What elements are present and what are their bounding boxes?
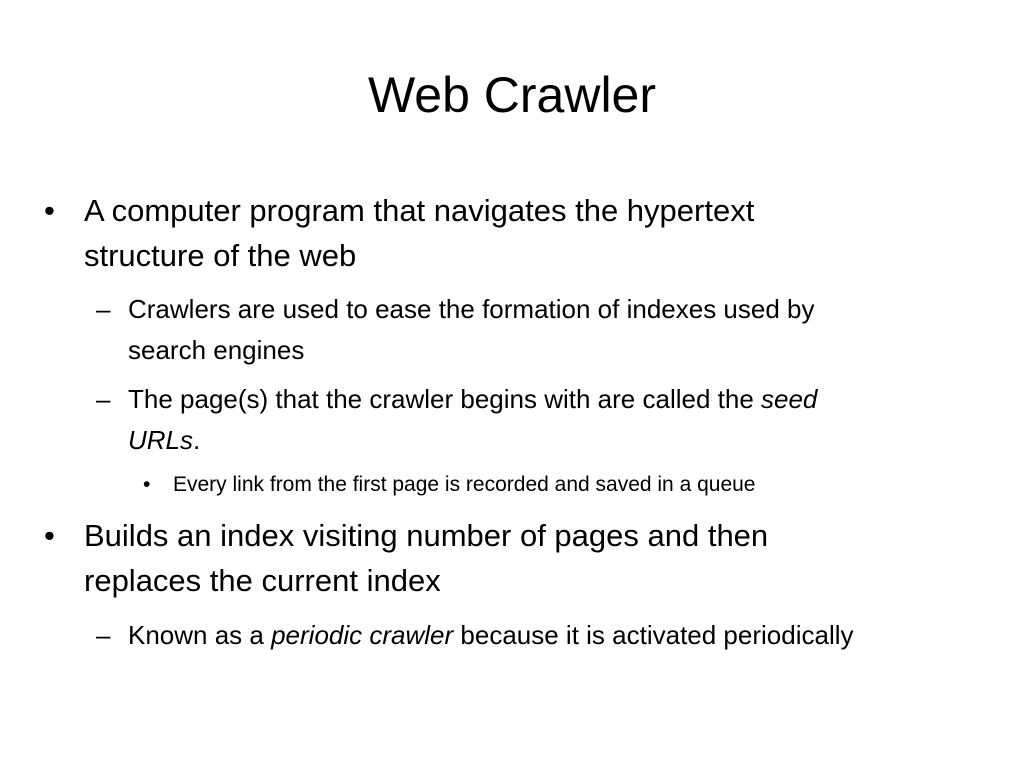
bullet-item [44,513,964,603]
sub-bullet-item [96,379,988,461]
bullet-marker: • [143,473,151,496]
sub-bullet-text: Known as a [128,620,272,650]
sentence-end: . [193,425,201,455]
urls-term: URLs [128,425,194,455]
sub-bullet-text: because it is activated periodically [453,620,854,650]
bullet-text-line: replaces the current index [84,563,441,598]
periodic-crawler-term: periodic crawler [271,620,454,650]
sub-bullet-text-line: Crawlers are used to ease the formation of indexes used by [128,294,815,324]
sub-bullet-text: The page(s) that the crawler begins with are called the [128,384,762,414]
bullet-text-line: A computer program that navigates the hypertext [84,193,755,228]
bullet-text-line: Builds an index visiting number of pages and then [84,518,769,553]
bullet-item [44,188,964,278]
sub-bullet-text-line: search engines [128,335,305,365]
sub-sub-bullet-item [143,471,973,499]
slide-title: Web Crawler [367,67,657,123]
sub-bullet-item [96,615,988,656]
seed-term: seed [761,384,818,414]
bullet-marker: • [44,193,55,228]
dash-marker: – [96,294,111,324]
bullet-marker: • [44,518,55,553]
bullet-text-line: structure of the web [84,238,357,273]
dash-marker: – [96,620,111,650]
sub-sub-bullet-text: Every link from the first page is recorded and saved in a queue [173,473,756,496]
dash-marker: – [96,384,111,414]
sub-bullet-item [96,289,988,371]
